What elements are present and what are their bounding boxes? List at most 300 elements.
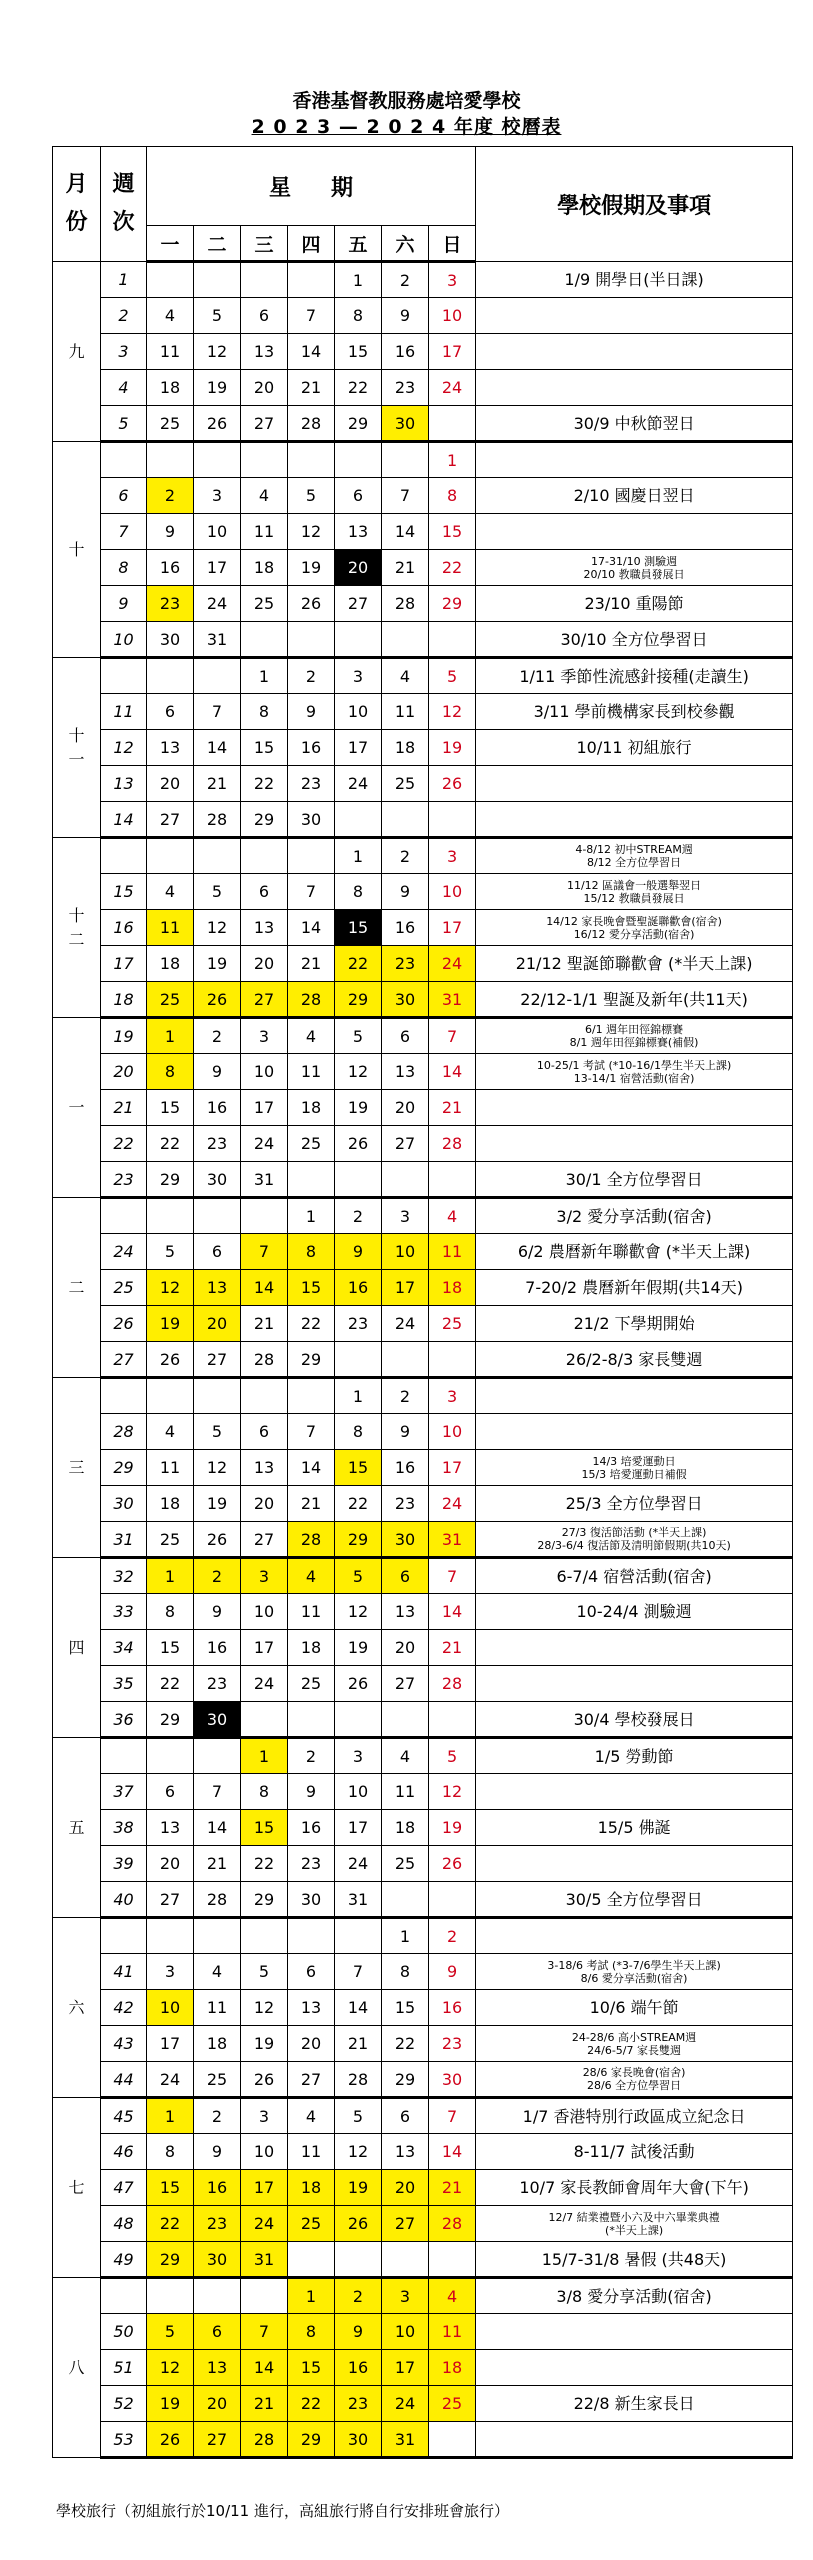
weekday-header-4: 五 <box>335 226 382 262</box>
event-text: 27/3 復活節活動 (*半天上課) <box>561 1526 707 1539</box>
day-cell: 22 <box>147 1126 194 1162</box>
event-cell <box>476 2314 793 2350</box>
day-cell: 16 <box>335 1270 382 1306</box>
day-cell: 25 <box>429 1306 476 1342</box>
day-cell: 25 <box>429 2386 476 2422</box>
day-cell: 13 <box>241 334 288 370</box>
day-cell: 25 <box>288 2206 335 2242</box>
day-cell: 16 <box>194 1630 241 1666</box>
day-cell: 2 <box>194 1018 241 1054</box>
week-number: 26 <box>101 1306 147 1342</box>
day-cell <box>147 262 194 298</box>
event-cell <box>476 1738 793 1774</box>
day-cell: 23 <box>429 2026 476 2062</box>
day-cell: 8 <box>335 874 382 910</box>
event-text: 23/10 重陽節 <box>584 594 684 613</box>
day-cell: 23 <box>288 1846 335 1882</box>
day-cell: 12 <box>429 694 476 730</box>
day-cell: 4 <box>429 2278 476 2314</box>
day-cell <box>194 442 241 478</box>
day-cell: 18 <box>288 1630 335 1666</box>
day-cell: 7 <box>429 1018 476 1054</box>
event-cell <box>476 2026 793 2062</box>
event-text: 2/10 國慶日翌日 <box>573 486 695 505</box>
week-row <box>53 2386 793 2422</box>
month-label: 九 <box>53 262 101 442</box>
day-cell: 7 <box>288 874 335 910</box>
day-cell: 23 <box>194 1666 241 1702</box>
day-cell: 5 <box>335 1558 382 1594</box>
day-cell: 13 <box>241 1450 288 1486</box>
day-cell: 30 <box>382 982 429 1018</box>
day-cell: 1 <box>335 838 382 874</box>
week-row <box>53 1774 793 1810</box>
day-cell: 19 <box>147 2386 194 2422</box>
week-number: 6 <box>101 478 147 514</box>
day-cell: 20 <box>147 766 194 802</box>
day-cell <box>382 1882 429 1918</box>
event-cell <box>476 2206 793 2242</box>
event-text: 7-20/2 農曆新年假期(共14天) <box>525 1278 743 1297</box>
day-cell: 10 <box>147 1990 194 2026</box>
event-text: 10/7 家長教師會周年大會(下午) <box>519 2178 749 2197</box>
day-cell <box>382 1162 429 1198</box>
event-text: 16/12 愛分享活動(宿舍) <box>573 927 695 941</box>
week-row <box>53 514 793 550</box>
week-row <box>53 658 793 694</box>
day-cell <box>194 1378 241 1414</box>
day-cell: 28 <box>288 982 335 1018</box>
week-row <box>53 478 793 514</box>
day-cell <box>429 1702 476 1738</box>
day-cell: 15 <box>241 730 288 766</box>
day-cell: 10 <box>241 1594 288 1630</box>
week-row <box>53 406 793 442</box>
day-cell: 23 <box>194 1126 241 1162</box>
day-cell <box>382 622 429 658</box>
day-cell: 10 <box>335 1774 382 1810</box>
day-cell: 27 <box>194 1342 241 1378</box>
event-text: 24/6-5/7 家長雙週 <box>587 2043 682 2057</box>
event-cell <box>476 442 793 478</box>
day-cell: 31 <box>429 982 476 1018</box>
day-cell: 30 <box>194 1162 241 1198</box>
day-cell: 14 <box>194 730 241 766</box>
day-cell: 12 <box>147 2350 194 2386</box>
weekday-group-header: 星期 <box>147 147 476 226</box>
event-cell <box>476 730 793 766</box>
day-cell: 3 <box>429 1378 476 1414</box>
month-label: 七 <box>53 2098 101 2278</box>
week-row <box>53 550 793 586</box>
day-cell: 27 <box>382 1666 429 1702</box>
day-cell <box>241 622 288 658</box>
event-cell <box>476 874 793 910</box>
event-cell <box>476 1414 793 1450</box>
day-cell: 27 <box>241 982 288 1018</box>
week-number: 47 <box>101 2170 147 2206</box>
event-cell <box>476 838 793 874</box>
day-cell: 10 <box>429 1414 476 1450</box>
event-text: 3/2 愛分享活動(宿舍) <box>556 1206 712 1226</box>
week-row <box>53 1414 793 1450</box>
day-cell: 20 <box>382 2170 429 2206</box>
day-cell: 18 <box>147 370 194 406</box>
day-cell: 15 <box>288 1270 335 1306</box>
day-cell: 11 <box>147 910 194 946</box>
day-cell: 18 <box>429 2350 476 2386</box>
event-text: 1/11 季節性流感針接種(走讀生) <box>519 666 749 686</box>
day-cell: 7 <box>194 1774 241 1810</box>
day-cell: 19 <box>147 1306 194 1342</box>
day-cell: 14 <box>241 2350 288 2386</box>
week-row <box>53 1558 793 1594</box>
day-cell: 9 <box>382 874 429 910</box>
day-cell: 19 <box>429 730 476 766</box>
week-row <box>53 1378 793 1414</box>
event-cell <box>476 2062 793 2098</box>
week-number: 4 <box>101 370 147 406</box>
day-cell: 20 <box>335 550 382 586</box>
week-number <box>101 442 147 478</box>
event-cell <box>476 1486 793 1522</box>
event-cell <box>476 2422 793 2458</box>
event-text: 21/12 聖誕節聯歡會 (*半天上課) <box>515 954 753 973</box>
day-cell: 27 <box>147 802 194 838</box>
day-cell: 29 <box>241 802 288 838</box>
day-cell <box>194 838 241 874</box>
weekday-header-3: 四 <box>288 226 335 262</box>
event-text: 10/6 端午節 <box>589 1998 679 2017</box>
day-cell: 29 <box>147 1702 194 1738</box>
day-cell: 11 <box>147 334 194 370</box>
week-number: 33 <box>101 1594 147 1630</box>
day-cell: 23 <box>335 1306 382 1342</box>
day-cell: 2 <box>194 2098 241 2134</box>
event-cell <box>476 1450 793 1486</box>
day-cell: 11 <box>382 694 429 730</box>
week-row <box>53 1450 793 1486</box>
day-cell <box>288 442 335 478</box>
day-cell: 5 <box>335 1018 382 1054</box>
day-cell: 30 <box>194 1702 241 1738</box>
day-cell: 29 <box>335 982 382 1018</box>
week-row <box>53 1306 793 1342</box>
week-row <box>53 262 793 298</box>
week-number: 42 <box>101 1990 147 2026</box>
event-cell <box>476 1234 793 1270</box>
week-number <box>101 658 147 694</box>
event-text: 22/12-1/1 聖誕及新年(共11天) <box>520 989 748 1009</box>
day-cell: 31 <box>241 2242 288 2278</box>
week-number: 23 <box>101 1162 147 1198</box>
event-cell <box>476 766 793 802</box>
day-cell: 25 <box>288 1666 335 1702</box>
day-cell: 20 <box>288 2026 335 2062</box>
event-cell <box>476 1378 793 1414</box>
day-cell: 8 <box>335 298 382 334</box>
day-cell: 1 <box>147 1558 194 1594</box>
day-cell: 2 <box>335 2278 382 2314</box>
event-text: (*半天上課) <box>605 2223 664 2237</box>
day-cell: 12 <box>335 2134 382 2170</box>
event-cell <box>476 802 793 838</box>
week-number: 17 <box>101 946 147 982</box>
event-cell <box>476 946 793 982</box>
event-text: 1/5 勞動節 <box>594 1746 674 1766</box>
day-cell: 19 <box>194 946 241 982</box>
event-text: 26/2-8/3 家長雙週 <box>565 1349 703 1369</box>
day-cell: 8 <box>288 1234 335 1270</box>
event-text: 10/11 初組旅行 <box>576 738 692 757</box>
day-cell: 29 <box>429 586 476 622</box>
day-cell: 12 <box>194 1450 241 1486</box>
week-row <box>53 982 793 1018</box>
event-cell <box>476 586 793 622</box>
day-cell: 14 <box>288 910 335 946</box>
week-number: 8 <box>101 550 147 586</box>
event-cell <box>476 910 793 946</box>
day-cell: 7 <box>288 298 335 334</box>
day-cell: 25 <box>241 586 288 622</box>
day-cell: 3 <box>429 838 476 874</box>
day-cell: 2 <box>288 1738 335 1774</box>
event-cell <box>476 622 793 658</box>
month-label: 三 <box>53 1378 101 1558</box>
week-row <box>53 802 793 838</box>
event-cell <box>476 1810 793 1846</box>
event-cell <box>476 1702 793 1738</box>
day-cell: 12 <box>335 1594 382 1630</box>
day-cell: 18 <box>288 1090 335 1126</box>
day-cell: 9 <box>194 1054 241 1090</box>
day-cell <box>194 1198 241 1234</box>
event-text: 15/12 教職員發展日 <box>583 891 685 905</box>
event-text: 12/7 結業禮暨小六及中六畢業典禮 <box>548 2210 720 2224</box>
week-number: 29 <box>101 1450 147 1486</box>
day-cell: 9 <box>194 1594 241 1630</box>
day-cell <box>194 658 241 694</box>
day-cell: 20 <box>241 370 288 406</box>
day-cell: 5 <box>429 1738 476 1774</box>
weekday-header-2: 三 <box>241 226 288 262</box>
day-cell: 7 <box>382 478 429 514</box>
week-number: 7 <box>101 514 147 550</box>
day-cell: 21 <box>241 2386 288 2422</box>
day-cell: 4 <box>429 1198 476 1234</box>
day-cell: 10 <box>194 514 241 550</box>
day-cell <box>288 1378 335 1414</box>
day-cell: 29 <box>382 2062 429 2098</box>
day-cell: 28 <box>429 2206 476 2242</box>
day-cell: 7 <box>194 694 241 730</box>
day-cell: 27 <box>382 1126 429 1162</box>
day-cell: 20 <box>241 946 288 982</box>
event-cell <box>476 694 793 730</box>
day-cell <box>241 262 288 298</box>
day-cell: 8 <box>147 1054 194 1090</box>
day-cell: 14 <box>194 1810 241 1846</box>
weekday-header-1: 二 <box>194 226 241 262</box>
day-cell <box>147 658 194 694</box>
day-cell: 20 <box>194 1306 241 1342</box>
event-cell <box>476 1774 793 1810</box>
day-cell: 11 <box>382 1774 429 1810</box>
day-cell <box>147 1198 194 1234</box>
day-cell: 21 <box>335 2026 382 2062</box>
week-number: 11 <box>101 694 147 730</box>
event-text: 14/12 家長晚會暨聖誕聯歡會(宿舍) <box>546 914 722 928</box>
week-number: 12 <box>101 730 147 766</box>
day-cell: 17 <box>382 2350 429 2386</box>
month-header: 月份 <box>53 147 101 262</box>
week-number: 5 <box>101 406 147 442</box>
day-cell: 2 <box>194 1558 241 1594</box>
event-cell <box>476 1090 793 1126</box>
school-calendar-table <box>52 146 793 2459</box>
day-cell: 6 <box>241 1414 288 1450</box>
day-cell <box>241 1702 288 1738</box>
day-cell: 10 <box>241 2134 288 2170</box>
day-cell: 25 <box>382 1846 429 1882</box>
week-number: 44 <box>101 2062 147 2098</box>
week-row <box>53 298 793 334</box>
day-cell: 27 <box>147 1882 194 1918</box>
event-text: 8/1 週年田徑錦標賽(補假) <box>569 1036 699 1049</box>
day-cell: 24 <box>241 2206 288 2242</box>
event-text: 17-31/10 測驗週 <box>590 554 678 568</box>
day-cell: 16 <box>147 550 194 586</box>
day-cell: 24 <box>194 586 241 622</box>
day-cell: 10 <box>382 2314 429 2350</box>
day-cell <box>194 1918 241 1954</box>
week-number: 31 <box>101 1522 147 1558</box>
day-cell: 13 <box>382 1594 429 1630</box>
day-cell: 30 <box>288 802 335 838</box>
day-cell: 5 <box>147 1234 194 1270</box>
day-cell: 26 <box>429 766 476 802</box>
event-cell <box>476 658 793 694</box>
day-cell: 2 <box>382 1378 429 1414</box>
weekday-header-6: 日 <box>429 226 476 262</box>
day-cell: 4 <box>382 658 429 694</box>
day-cell: 19 <box>241 2026 288 2062</box>
day-cell: 17 <box>241 1090 288 1126</box>
event-cell <box>476 1270 793 1306</box>
day-cell: 17 <box>429 910 476 946</box>
week-number: 2 <box>101 298 147 334</box>
day-cell: 23 <box>382 946 429 982</box>
day-cell: 23 <box>147 586 194 622</box>
event-text: 30/1 全方位學習日 <box>565 1169 703 1189</box>
month-label: 四 <box>53 1558 101 1738</box>
day-cell: 24 <box>241 1666 288 1702</box>
day-cell: 27 <box>382 2206 429 2242</box>
month-label: 六 <box>53 1918 101 2098</box>
event-text: 6/2 農曆新年聯歡會 (*半天上課) <box>517 1242 751 1261</box>
day-cell: 22 <box>335 946 382 982</box>
day-cell: 13 <box>241 910 288 946</box>
day-cell: 1 <box>147 1018 194 1054</box>
week-row <box>53 2206 793 2242</box>
day-cell: 24 <box>335 1846 382 1882</box>
day-cell: 1 <box>147 2098 194 2134</box>
week-number <box>101 1918 147 1954</box>
day-cell: 28 <box>288 1522 335 1558</box>
week-row <box>53 2242 793 2278</box>
event-text: 1/9 開學日(半日課) <box>564 270 704 289</box>
day-cell: 7 <box>241 2314 288 2350</box>
week-number: 15 <box>101 874 147 910</box>
event-cell <box>476 982 793 1018</box>
event-cell <box>476 514 793 550</box>
event-text: 4-8/12 初中STREAM週 <box>575 843 693 856</box>
day-cell: 22 <box>335 1486 382 1522</box>
weekday-header-0: 一 <box>147 226 194 262</box>
day-cell: 26 <box>147 1342 194 1378</box>
footer-note: 學校旅行（初組旅行於10/11 進行，高組旅行將自行安排班會旅行） <box>56 2502 509 2520</box>
day-cell: 22 <box>241 1846 288 1882</box>
day-cell: 19 <box>335 1090 382 1126</box>
event-text: 21/2 下學期開始 <box>573 1314 695 1333</box>
event-text: 28/6 家長晚會(宿舍) <box>582 2066 686 2079</box>
day-cell <box>382 802 429 838</box>
event-cell <box>476 1846 793 1882</box>
week-number <box>101 1378 147 1414</box>
day-cell <box>147 1738 194 1774</box>
day-cell: 12 <box>194 910 241 946</box>
month-label: 十一 <box>53 658 101 838</box>
day-cell: 12 <box>241 1990 288 2026</box>
day-cell: 31 <box>429 1522 476 1558</box>
day-cell: 11 <box>147 1450 194 1486</box>
day-cell: 24 <box>429 1486 476 1522</box>
day-cell: 30 <box>429 2062 476 2098</box>
day-cell: 12 <box>335 1054 382 1090</box>
day-cell: 9 <box>335 2314 382 2350</box>
weekday-header-5: 六 <box>382 226 429 262</box>
day-cell <box>147 1378 194 1414</box>
day-cell <box>147 1918 194 1954</box>
day-cell: 26 <box>194 982 241 1018</box>
day-cell: 30 <box>194 2242 241 2278</box>
day-cell: 18 <box>382 1810 429 1846</box>
day-cell <box>194 1738 241 1774</box>
day-cell: 29 <box>147 2242 194 2278</box>
day-cell: 28 <box>241 1342 288 1378</box>
day-cell: 14 <box>288 1450 335 1486</box>
day-cell: 18 <box>147 946 194 982</box>
day-cell: 6 <box>288 1954 335 1990</box>
day-cell: 16 <box>382 334 429 370</box>
week-number <box>101 1738 147 1774</box>
day-cell: 3 <box>382 1198 429 1234</box>
day-cell: 30 <box>382 1522 429 1558</box>
day-cell: 14 <box>429 1594 476 1630</box>
day-cell: 25 <box>147 982 194 1018</box>
event-text: 15/5 佛誕 <box>597 1818 671 1837</box>
day-cell: 6 <box>194 1234 241 1270</box>
week-number: 36 <box>101 1702 147 1738</box>
week-header: 週次 <box>101 147 147 262</box>
week-number: 53 <box>101 2422 147 2458</box>
week-row <box>53 622 793 658</box>
day-cell: 26 <box>241 2062 288 2098</box>
week-number: 27 <box>101 1342 147 1378</box>
day-cell: 30 <box>382 406 429 442</box>
day-cell <box>335 442 382 478</box>
day-cell: 27 <box>241 406 288 442</box>
